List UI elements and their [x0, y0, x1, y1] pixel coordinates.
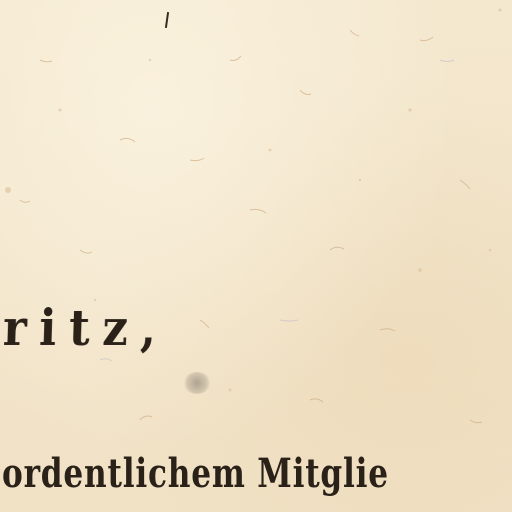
text-line-ritz: ritz, [2, 298, 170, 357]
ink-blot [183, 372, 211, 394]
text-line-ordentlichem-mitglie: ordentlichem Mitglie [2, 450, 389, 497]
